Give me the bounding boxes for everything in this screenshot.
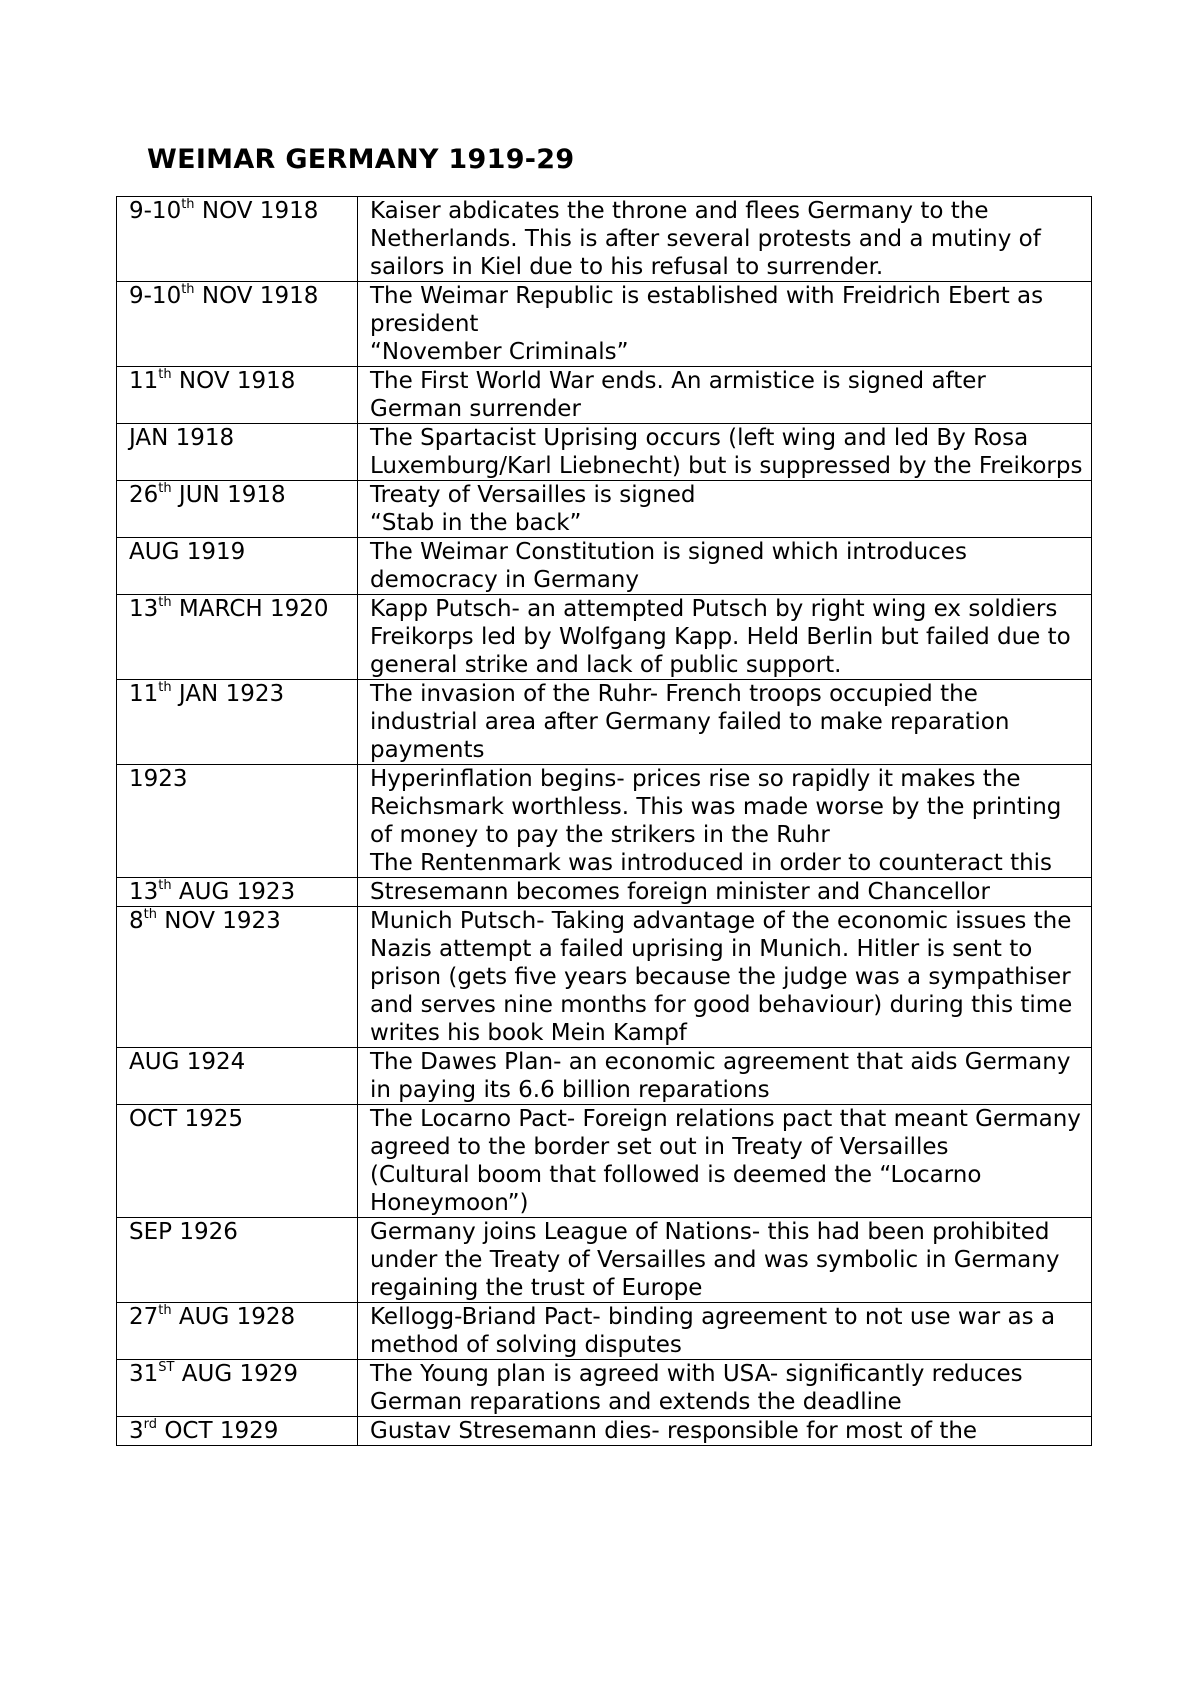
table-row [117, 424, 1092, 481]
date-ordinal-suffix: th [158, 481, 172, 497]
event-cell [358, 595, 1092, 680]
event-text: The Dawes Plan- an economic agreement that aids Germany in paying its 6.6 billion reparations [370, 1049, 1071, 1103]
event-cell [358, 1048, 1092, 1105]
date-ordinal-suffix: th [158, 878, 172, 894]
event-text: Gustav Stresemann dies- responsible for most of the [370, 1418, 978, 1444]
event-cell [358, 1417, 1092, 1446]
date-text: OCT 1925 [129, 1106, 244, 1132]
table-row [117, 595, 1092, 680]
date-text: AUG 1929 [174, 1361, 299, 1387]
date-text: NOV 1918 [194, 198, 319, 224]
date-text: NOV 1923 [156, 908, 281, 934]
date-day: 11 [129, 368, 159, 394]
timeline-body [117, 197, 1092, 1446]
date-text: AUG 1928 [171, 1304, 296, 1330]
date-cell [117, 538, 358, 595]
date-ordinal-suffix: th [158, 680, 172, 696]
event-cell [358, 1218, 1092, 1303]
table-row [117, 1303, 1092, 1360]
table-row [117, 197, 1092, 282]
date-text: SEP 1926 [129, 1219, 238, 1245]
table-row [117, 282, 1092, 367]
event-text: The Locarno Pact- Foreign relations pact that meant Germany agreed to the border set out in Treaty of Versailles [370, 1106, 1081, 1160]
event-text: The Young plan is agreed with USA- significantly reduces German reparations and extends the deadline [370, 1361, 1023, 1415]
date-text: AUG 1923 [171, 879, 296, 905]
event-text: “Stab in the back” [370, 510, 582, 536]
date-ordinal-suffix: th [158, 1303, 172, 1319]
event-cell [358, 538, 1092, 595]
date-cell [117, 1417, 358, 1446]
date-day: 26 [129, 482, 159, 508]
event-text: The invasion of the Ruhr- French troops occupied the industrial area after Germany failed to make reparation payments [370, 681, 1010, 763]
date-cell [117, 680, 358, 765]
table-row [117, 1360, 1092, 1417]
event-cell [358, 367, 1092, 424]
table-row [117, 907, 1092, 1048]
date-cell [117, 1303, 358, 1360]
event-text: “November Criminals” [370, 339, 629, 365]
date-ordinal-suffix: th [181, 282, 195, 298]
event-text: The Spartacist Uprising occurs (left wing and led By Rosa Luxemburg/Karl Liebnecht) but is suppressed by the Freikorps [370, 425, 1083, 479]
date-text: OCT 1929 [157, 1418, 279, 1444]
event-cell [358, 680, 1092, 765]
date-ordinal-suffix: th [143, 907, 157, 923]
table-row [117, 1048, 1092, 1105]
event-cell [358, 197, 1092, 282]
date-cell [117, 1105, 358, 1218]
date-cell [117, 765, 358, 878]
date-ordinal-suffix: ST [158, 1360, 175, 1376]
table-row [117, 367, 1092, 424]
event-text: The Rentenmark was introduced in order to counteract this [370, 850, 1053, 876]
date-text: NOV 1918 [194, 283, 319, 309]
event-cell [358, 1303, 1092, 1360]
date-cell [117, 907, 358, 1048]
event-cell [358, 481, 1092, 538]
event-text: (Cultural boom that followed is deemed the “Locarno Honeymoon”) [370, 1162, 982, 1216]
table-row [117, 1105, 1092, 1218]
date-cell [117, 424, 358, 481]
date-text: AUG 1924 [129, 1049, 246, 1075]
table-row [117, 1417, 1092, 1446]
date-cell [117, 197, 358, 282]
table-row [117, 680, 1092, 765]
event-cell [358, 1360, 1092, 1417]
date-cell [117, 481, 358, 538]
event-text: Germany joins League of Nations- this had been prohibited under the Treaty of Versailles and was symbolic in Germany regaining the trust of Europe [370, 1219, 1060, 1301]
event-cell [358, 424, 1092, 481]
date-ordinal-suffix: th [181, 197, 195, 213]
date-day: 8 [129, 908, 144, 934]
date-text: JUN 1918 [171, 482, 286, 508]
table-row [117, 1218, 1092, 1303]
timeline-table [116, 196, 1092, 1446]
event-cell [358, 282, 1092, 367]
event-text: The First World War ends. An armistice is signed after German surrender [370, 368, 986, 422]
date-cell [117, 367, 358, 424]
event-text: Kaiser abdicates the throne and flees Germany to the Netherlands. This is after several protests and a mutiny of sailors in Kiel due to his refusal to surrender. [370, 198, 1041, 280]
table-row [117, 878, 1092, 907]
date-text: JAN 1918 [129, 425, 235, 451]
event-text: Stresemann becomes foreign minister and Chancellor [370, 879, 990, 905]
event-text: The Weimar Constitution is signed which introduces democracy in Germany [370, 539, 967, 593]
date-text: MARCH 1920 [171, 596, 329, 622]
date-day: 13 [129, 596, 159, 622]
date-cell [117, 282, 358, 367]
date-text: JAN 1923 [171, 681, 285, 707]
date-text: NOV 1918 [171, 368, 296, 394]
event-cell [358, 1105, 1092, 1218]
date-day: 11 [129, 681, 159, 707]
date-cell [117, 1048, 358, 1105]
date-day: 3 [129, 1418, 144, 1444]
date-ordinal-suffix: th [158, 595, 172, 611]
event-text: Treaty of Versailles is signed [370, 482, 696, 508]
table-row [117, 765, 1092, 878]
date-cell [117, 878, 358, 907]
date-text: AUG 1919 [129, 539, 246, 565]
date-text: 1923 [129, 766, 188, 792]
date-day: 27 [129, 1304, 159, 1330]
event-cell [358, 765, 1092, 878]
event-cell [358, 878, 1092, 907]
event-cell [358, 907, 1092, 1048]
date-day: 31 [129, 1361, 159, 1387]
event-text: Kellogg-Briand Pact- binding agreement to not use war as a method of solving disputes [370, 1304, 1056, 1358]
event-text: Kapp Putsch- an attempted Putsch by right wing ex soldiers Freikorps led by Wolfgang Kapp. Held Berlin but failed due to general strike and lack of public support. [370, 596, 1071, 678]
date-cell [117, 1218, 358, 1303]
date-ordinal-suffix: th [158, 367, 172, 383]
event-text: Munich Putsch- Taking advantage of the economic issues the Nazis attempt a failed uprising in Munich. Hitler is sent to prison (gets five years because the judge was a sympathiser and serves nine months for good behaviour) during this time writes his book Mein Kampf [370, 908, 1073, 1046]
date-cell [117, 595, 358, 680]
date-cell [117, 1360, 358, 1417]
page-title: WEIMAR GERMANY 1919-29 [147, 144, 575, 175]
date-day: 9-10 [129, 283, 182, 309]
event-text: Hyperinflation begins- prices rise so rapidly it makes the Reichsmark worthless. This was made worse by the printing of money to pay the strikers in the Ruhr [370, 766, 1062, 848]
date-ordinal-suffix: rd [143, 1417, 158, 1433]
table-row [117, 481, 1092, 538]
table-row [117, 538, 1092, 595]
date-day: 9-10 [129, 198, 182, 224]
date-day: 13 [129, 879, 159, 905]
event-text: The Weimar Republic is established with Freidrich Ebert as president [370, 283, 1044, 337]
